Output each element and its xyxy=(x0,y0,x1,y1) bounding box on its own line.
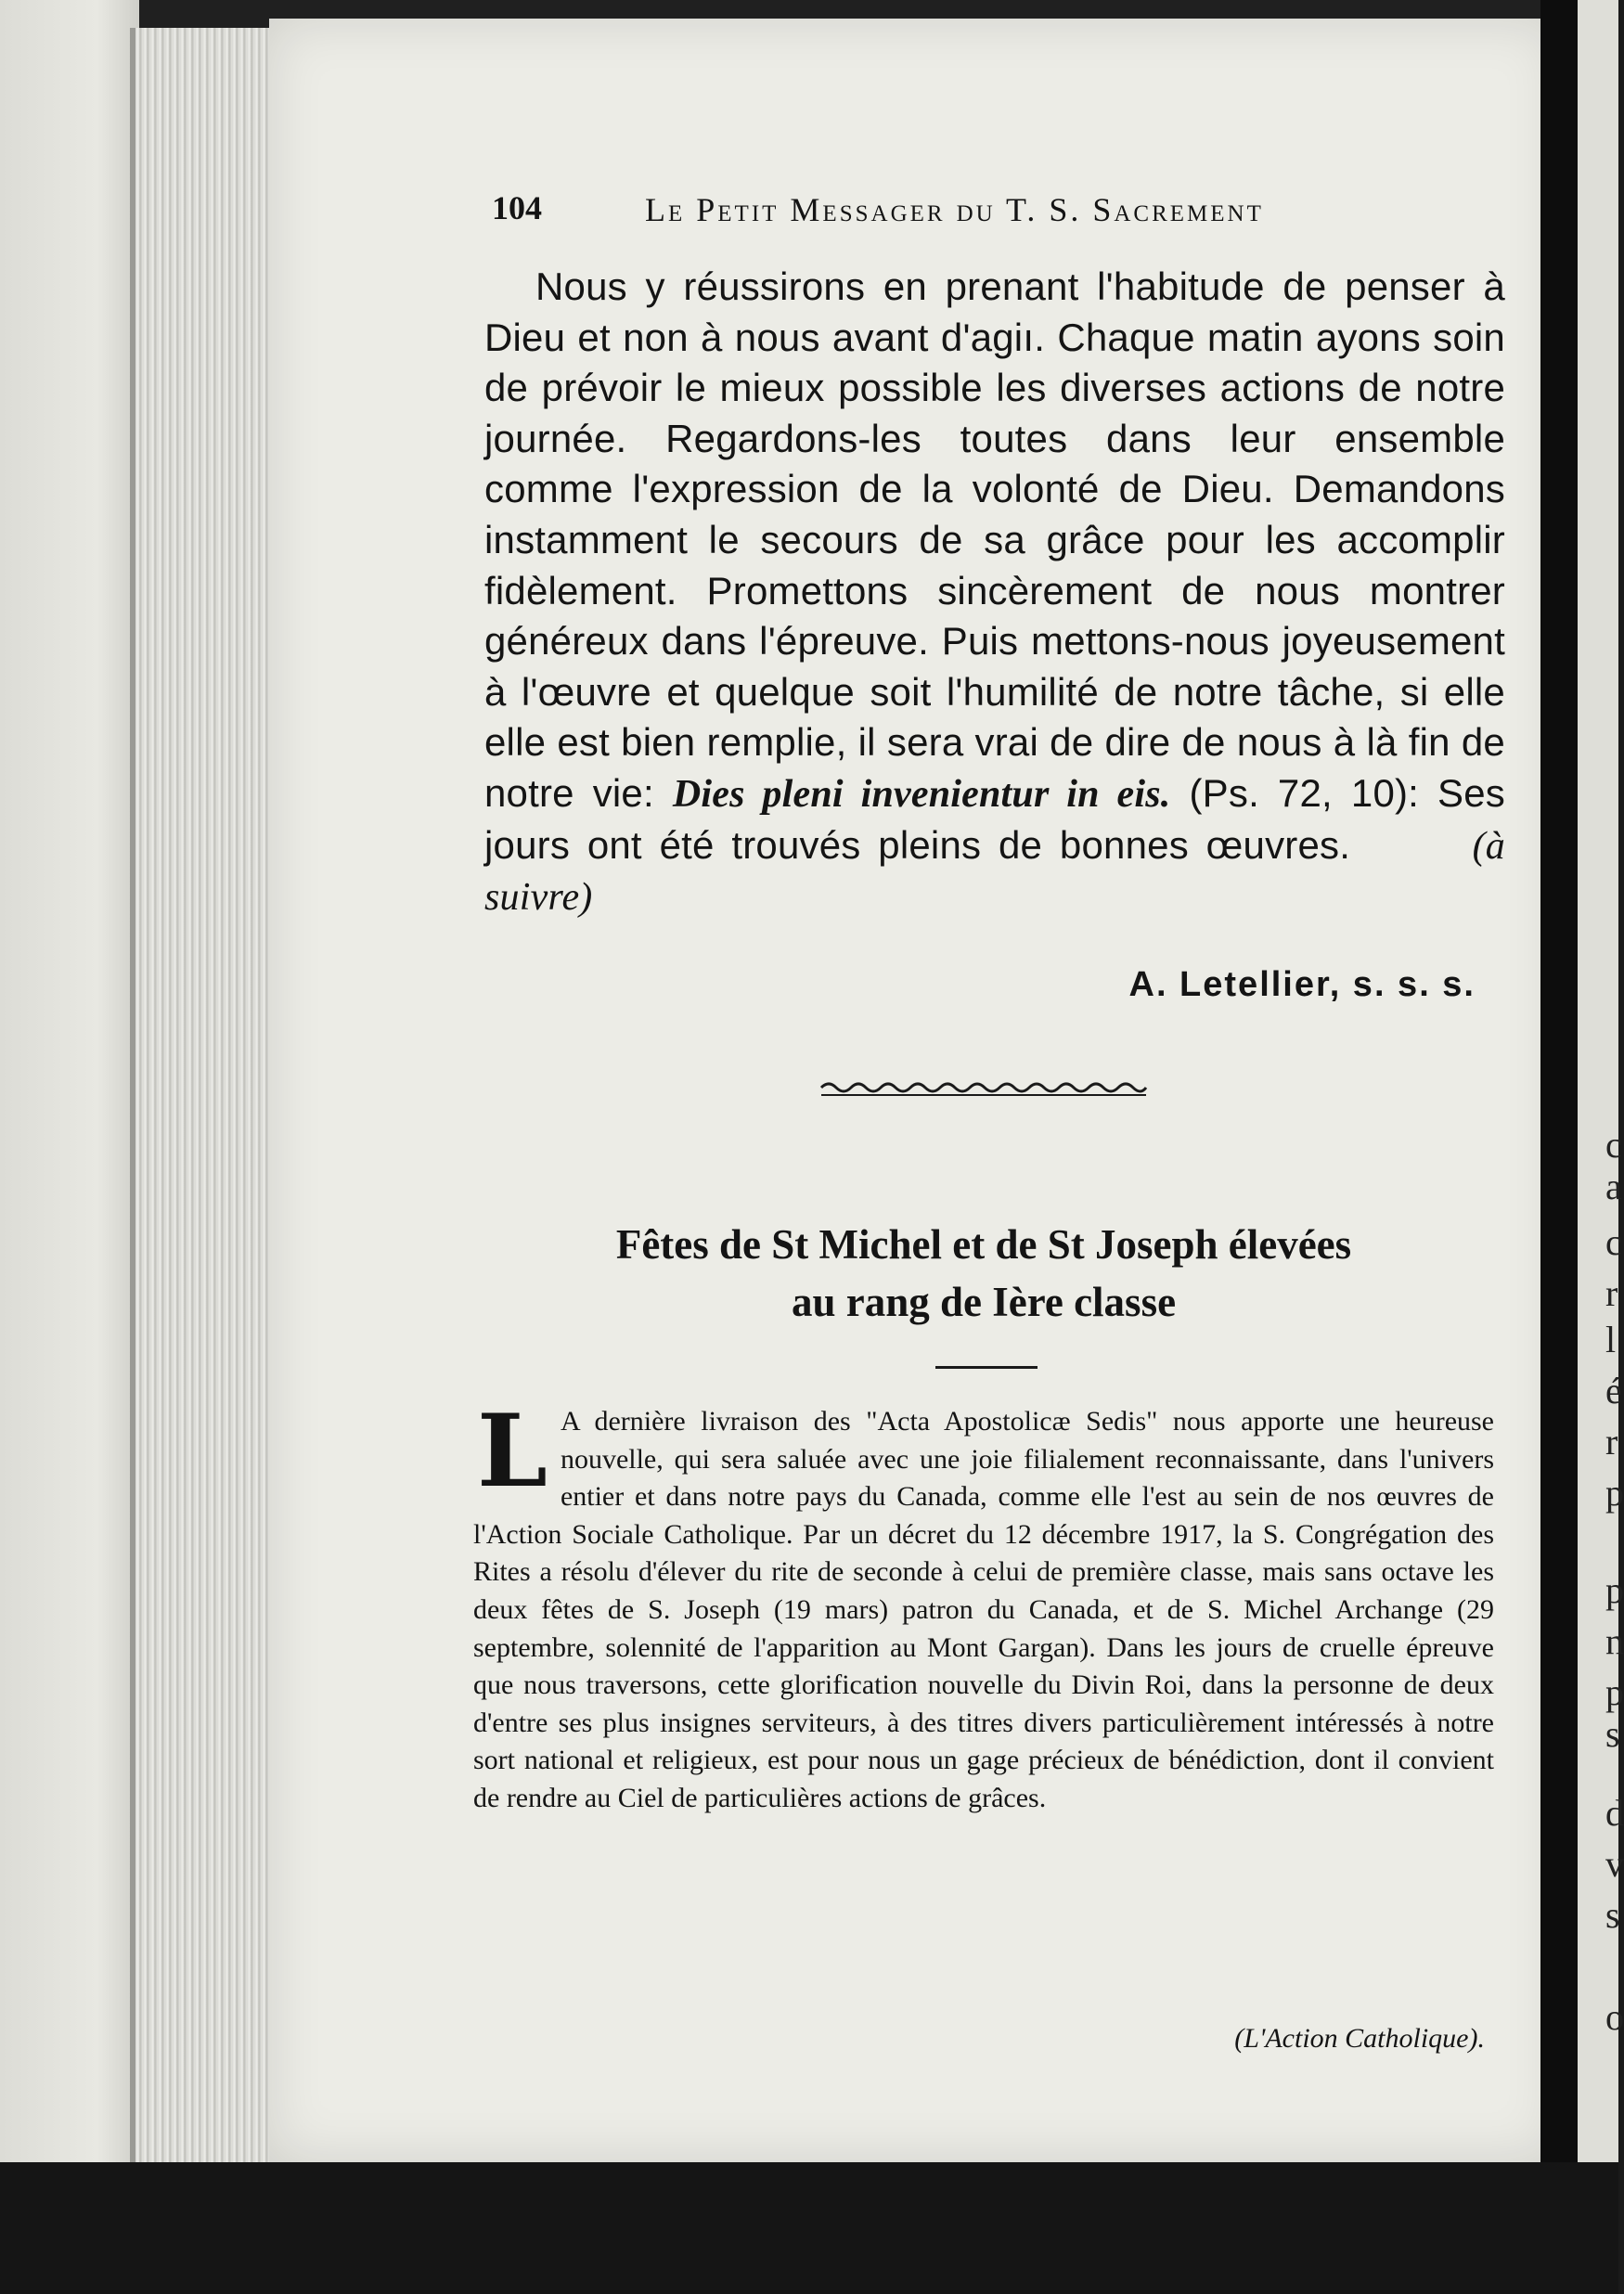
facing-page-fragment: a xyxy=(1605,1166,1622,1207)
decorative-wavy-rule xyxy=(821,1076,1146,1104)
article-title-line-1: Fêtes de St Michel et de St Joseph élevées xyxy=(615,1221,1352,1268)
facing-page-fragment: l xyxy=(1605,1319,1617,1360)
article-source: (L'Action Catholique). xyxy=(1234,2023,1485,2054)
facing-page-fragment: d xyxy=(1605,1792,1624,1834)
page-number: 104 xyxy=(492,189,542,226)
facing-page-fragment: p xyxy=(1605,1472,1624,1514)
facing-page-fragment: v xyxy=(1605,1843,1624,1885)
latin-quote: Dies pleni invenientur in eis. xyxy=(672,772,1171,816)
facing-page-fragment: r xyxy=(1605,1421,1618,1463)
first-article-text: Nous y réussirons en prenant l'habitude de penser à Dieu et non à nous avant d'agiı. Chaque matin ayons soin de prévoir le mieux possible les diverses actions de notre journée. Regardons-les toutes dans leur ensemble comme l'expression de la volonté de Dieu. Demandons instamment le secours de sa grâce pour les accomplir fidèlement. Promettons sincèrement de nous montrer généreux dans l'épreuve. Puis mettons-nous joyeusement à l'œuvre et quelque soit l'humilité de notre tâche, si elle elle est bien remplie, il sera vrai de dire de nous à là fin de notre vie: xyxy=(484,264,1505,815)
first-article-body xyxy=(484,262,1505,923)
title-divider xyxy=(935,1366,1038,1369)
facing-page-fragment: s xyxy=(1605,1894,1620,1936)
facing-page-fragment: c xyxy=(1605,1124,1622,1166)
facing-page-fragment: n xyxy=(1605,1620,1624,1662)
facing-page-fragment: r xyxy=(1605,1272,1618,1314)
article-title xyxy=(464,1216,1503,1331)
facing-page-fragment: c xyxy=(1605,1221,1622,1263)
running-title: Le Petit Messager du T. S. Sacrement xyxy=(645,191,1264,228)
facing-page-fragment: p xyxy=(1605,1569,1624,1611)
second-article-body xyxy=(473,1393,1494,1818)
facing-page-fragment: é xyxy=(1605,1370,1622,1411)
second-article-text: A dernière livraison des "Acta Apostolicæ Sedis" nous apporte une heureuse nouvelle, qui sera saluée avec une joie filialement reconnaissante, dans l'univers entier et dans notre pays du Canada, comme elle l'est au sein de nos œuvres de l'Action Sociale Catholique. Par un décret du 12 décembre 1917, la S. Congrégation des Rites a résolu d'élever du rite de seconde à celui de première classe, mais sans octave les deux fêtes de S. Joseph (19 mars) patron du Canada, et de S. Michel Archange (29 septembre, solennité de l'apparition au Mont Gargan). Dans les jours de cruelle épreuve que nous traversons, cette glorification nouvelle du Divin Roi, dans la personne de deux d'entre ses plus insignes serviteurs, à des titres divers particulièrement intéressés à notre sort national et religieux, est pour nous un gage précieux de bénédiction, dont il convient de rendre au Ciel de particulières actions de grâces. xyxy=(473,1406,1494,1813)
facing-page-fragment: p xyxy=(1605,1671,1624,1713)
left-scan-margin xyxy=(0,0,139,2294)
author-signature: A. Letellier, s. s. s. xyxy=(1128,965,1476,1004)
facing-page-fragment: s xyxy=(1605,1713,1620,1755)
article-title-line-2: au rang de Ière classe xyxy=(791,1279,1177,1325)
book-page-edges xyxy=(130,28,284,2162)
book-gutter xyxy=(1540,0,1578,2294)
facing-page-fragment: o xyxy=(1605,1996,1624,2038)
drop-cap-letter: L xyxy=(477,1393,548,1510)
first-article-text-end: (Ps. 72, 10): Ses jours ont été trouvés pleins de bonnes œuvres. xyxy=(484,770,1505,867)
facing-page-edge xyxy=(1578,0,1624,2294)
scan-bottom-edge xyxy=(0,2162,1618,2294)
continuation-note: (à suivre) xyxy=(484,824,1505,920)
